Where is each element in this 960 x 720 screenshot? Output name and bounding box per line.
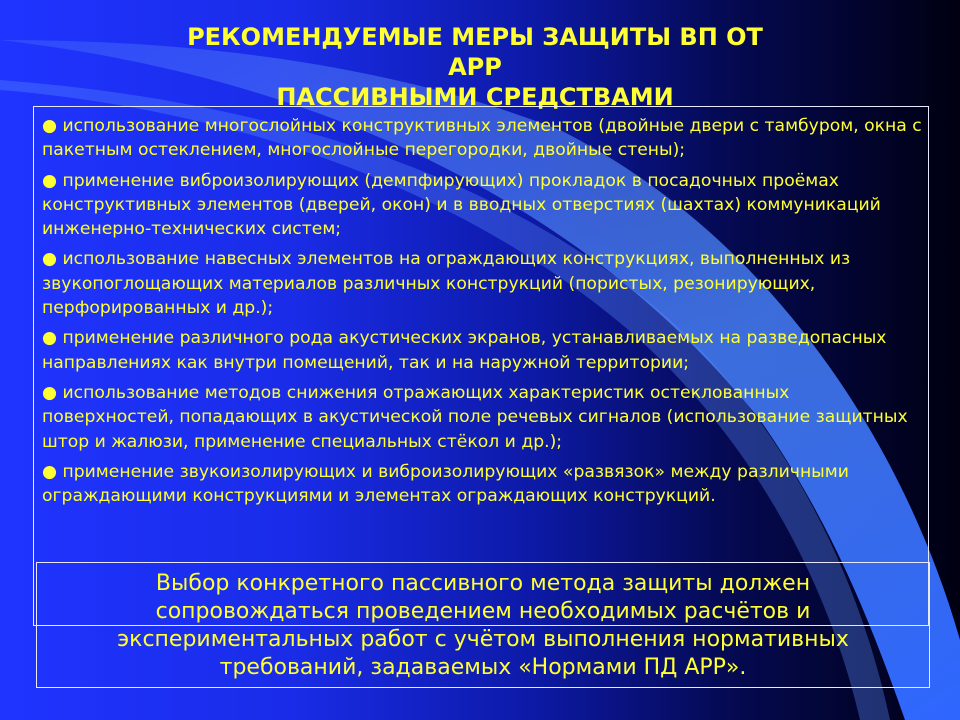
list-item-text: использование многослойных конструктивных элементов (двойные двери с тамбуром, окна с пакетным остеклением, многослойные перегородки, двойные стены); bbox=[42, 116, 922, 161]
list-item-text: использование методов снижения отражающих характеристик остеклованных поверхностей, попадающих в акустической поле речевых сигналов (использование защитных штор и жалюзи, применение специальных стёкол и др.); bbox=[42, 382, 908, 452]
title-line: АРР bbox=[448, 53, 502, 81]
slide-title bbox=[120, 22, 830, 112]
list-item bbox=[42, 247, 922, 320]
list-item bbox=[42, 460, 922, 509]
list-item bbox=[42, 326, 922, 375]
bullet-icon: ● bbox=[42, 328, 57, 349]
bullet-icon: ● bbox=[42, 249, 57, 270]
list-item bbox=[42, 381, 922, 454]
list-item-text: применение звукоизолирующих и виброизолирующих «развязок» между различными ограждающими конструкциями и элементах ограждающих конструкций. bbox=[42, 461, 849, 507]
measures-list bbox=[42, 114, 922, 514]
list-item-text: применение виброизолирующих (демпфирующих) прокладок в посадочных проёмах конструктивных элементов (дверей, окон) и в вводных отверстиях (шахтах) коммуникаций инженерно-технических систем; bbox=[42, 170, 881, 240]
bullet-icon: ● bbox=[42, 116, 57, 136]
conclusion-text: Выбор конкретного пассивного метода защиты должен сопровождаться проведением необходимых расчётов и экспериментальных работ с учётом выполнения нормативных требований, задаваемых «Нормами ПД АРР». bbox=[117, 571, 849, 680]
list-item-text: применение различного рода акустических экранов, устанавливаемых на разведопасных направлениях как внутри помещений, так и на наружной территории; bbox=[42, 328, 887, 373]
list-item-text: использование навесных элементов на ограждающих конструкциях, выполненных из звукопоглощающих материалов различных конструкций (пористых, резонирующих, перфорированных и др.); bbox=[42, 249, 851, 319]
bullet-icon: ● bbox=[42, 382, 57, 403]
list-item bbox=[42, 169, 922, 242]
title-line: ПАССИВНЫМИ СРЕДСТВАМИ bbox=[276, 83, 674, 111]
bullet-icon: ● bbox=[42, 170, 57, 191]
title-line: РЕКОМЕНДУЕМЫЕ МЕРЫ ЗАЩИТЫ ВП ОТ bbox=[187, 23, 763, 51]
list-item bbox=[42, 114, 922, 163]
bullet-icon: ● bbox=[42, 461, 57, 482]
